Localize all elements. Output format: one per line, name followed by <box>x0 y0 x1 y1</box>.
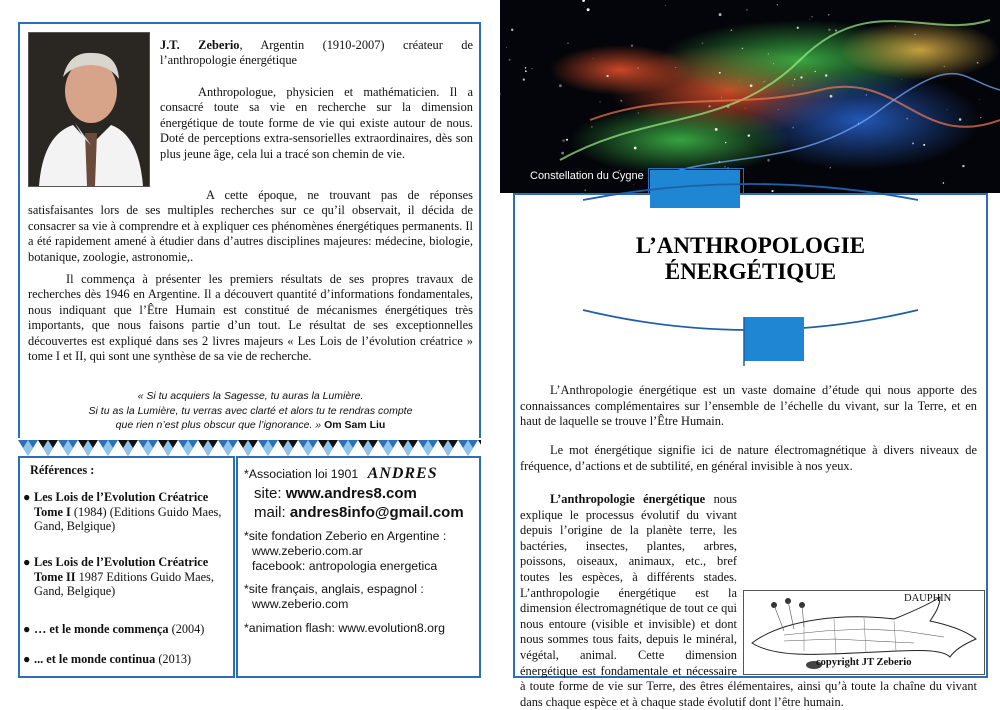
fondation-link[interactable]: www.zeberio.com.ar <box>252 544 363 558</box>
decorative-zigzag-border <box>18 438 481 458</box>
dolphin-diagram <box>743 590 985 675</box>
association-prefix: *Association loi 1901 <box>244 467 359 481</box>
fondation-label: *site fondation Zeberio en Argentine : <box>244 529 447 543</box>
association-email-link[interactable]: andres8info@gmail.com <box>289 504 464 521</box>
intro-paragraph-1: L’Anthropologie énergétique est un vaste domaine d’étude qui nous apporte des connaissances complémentaires sur l’ensemble de l’échelle du vivant, sur la Terre, et en haut de laquelle se trouve l’Être Humain. <box>520 383 977 429</box>
author-name: J.T. Zeberio <box>160 38 240 52</box>
dolphin-copyright: copyright JT Zeberio <box>816 657 912 668</box>
facebook-text: facebook: antropologia energetica <box>252 559 438 573</box>
quote-block <box>28 389 473 433</box>
reference-item: ● ... et le monde continua (2013) <box>23 652 192 666</box>
references-heading: Références : <box>30 463 95 477</box>
intro-paragraph-3-text: nous explique le processus évolutif du vivant depuis l’origine de la planète terre, les bactéries, insectes, plantes, arbres, poissons, oiseaux, animaux, etc., bref toutes les espèces, à différents stades. L’anthropologie énergétique est la dimension électromagnétique de tout ce qui nous entoure (visible et invisible) et dont nous sommes tous faits, depuis le minéral, végétal, animal. Cette dimension énergétique est fondamentale et nécessaire à toute forme de vie sur Terre, des êtres élémentaires, ainsi qu’à toute la chaîne du vivant dans chaque espèce et à chaque stade évolutif dont l’être humain. <box>520 492 977 709</box>
bio-paragraph-3: Il commença à présenter les premiers résultats de ses propres travaux de recherches dès 1946 en Argentine. Il a découvert quantité d’informations fondamentales, nous indiquant que l’Être Humain est constitué de mécanismes énergétiques très importants, que nous faisons partie d’un tout. Le résultat de ses exceptionnelles découvertes est expliqué dans ses 2 livres majeurs « Les Lois de l’évolution créatrice » tome I et II, qui sont une synthèse de sa vie de recherche. <box>28 272 473 364</box>
page-title: L’ANTHROPOLOGIE ÉNERGÉTIQUE <box>635 233 866 284</box>
site-label: site: <box>254 485 282 502</box>
quote-line-2: Si tu as la Lumière, tu verras avec clarté et alors tu te rendras compte <box>88 404 413 417</box>
association-name: ANDRES <box>367 465 438 482</box>
quote-line-1: « Si tu acquiers la Sagesse, tu auras la Lumière. <box>137 390 364 402</box>
bio-paragraph-1: Anthropologue, physicien et mathématicien. Il a consacré toute sa vie en recherche sur la dimension énergétique de toute forme de vie qui existe autour de nous. Doté de perceptions extra-sensorielles extraordinaires, dès son plus jeune âge, cela lui a tracé son chemin de vie. <box>160 85 473 161</box>
langues-label: *site français, anglais, espagnol : <box>244 582 424 596</box>
langues-link[interactable]: www.zeberio.com <box>252 597 349 611</box>
reference-item: ● Les Lois de l’Evolution Créatrice Tome II 1987 Editions Guido Maes, Gand, Belgique) <box>23 555 214 599</box>
bio-header <box>160 38 473 69</box>
image-caption: Constellation du Cygne <box>530 170 644 182</box>
association-site-link[interactable]: www.andres8.com <box>285 485 417 502</box>
bio-paragraph-2: A cette époque, ne trouvant pas de réponses satisfaisantes lors de ses multiples recherches sur ce qu’il observait, il décida de consacrer sa vie à comprendre et à expliquer ces phénomènes énergétiques permanents. Il a été rapidement amené à étudier dans d’autres disciplines majeures: médecine, biologie, botanique, zoologie, astronomie,. <box>28 188 473 264</box>
quote-line-3: que rien n’est plus obscur que l’ignorance. » <box>115 419 322 431</box>
author-title: , Argentin (1910-2007) créateur de l’anthropologie énergétique <box>160 38 473 68</box>
portrait-photo <box>28 32 150 187</box>
intro-term: L’anthropologie énergétique <box>550 492 706 506</box>
mail-label: mail: <box>254 504 286 521</box>
reference-item: ● Les Lois de l’Evolution Créatrice Tome I (1984) (Editions Guido Maes, Gand, Belgique) <box>23 490 222 534</box>
intro-paragraph-2: Le mot énergétique signifie ici de nature électromagnétique à divers niveaux de fréquence, d’actions et de subtilité, en général invisible à nos yeux. <box>520 443 977 473</box>
dolphin-label: DAUPHIN <box>904 593 952 604</box>
flash-animation-link[interactable]: *animation flash: www.evolution8.org <box>244 621 445 635</box>
nebula-image <box>500 0 1000 193</box>
association-block <box>244 466 478 636</box>
quote-author: Om Sam Liu <box>324 419 386 431</box>
reference-item: ● … et le monde commença (2004) <box>23 622 205 636</box>
